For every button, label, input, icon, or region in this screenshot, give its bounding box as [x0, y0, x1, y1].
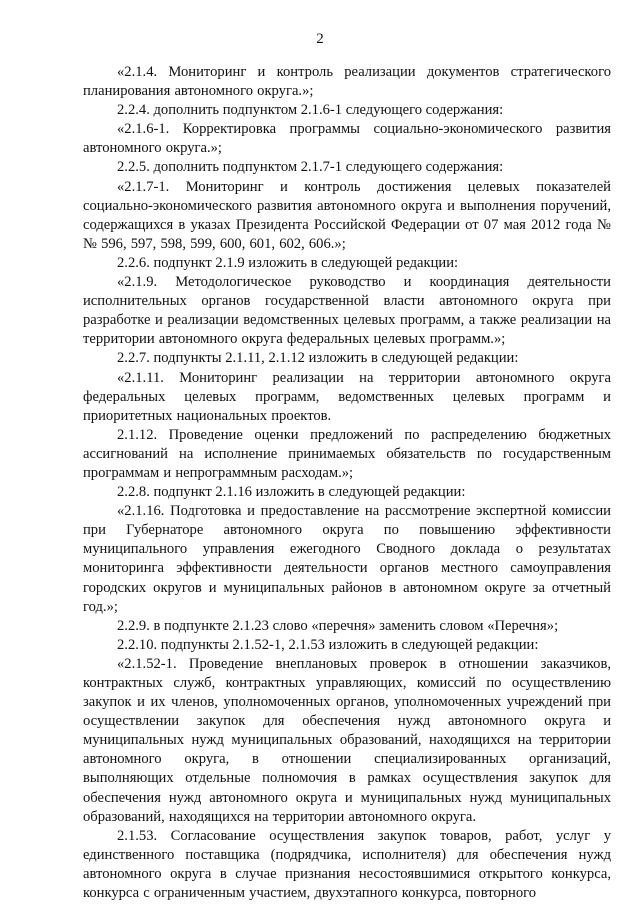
- paragraph-2-1-7-1: «2.1.7-1. Мониторинг и контроль достижения целевых показателей социально-экономического развития автономного округа и выполнения поручений, содержащихся в указах Президента Российской Федерации от 07 мая 2012 года №№ 596, 597, 598, 599, 600, 601, 602, 606.»;: [83, 178, 611, 252]
- paragraph-2-2-7: 2.2.7. подпункты 2.1.11, 2.1.12 изложить в следующей редакции:: [117, 350, 519, 367]
- paragraph-2-1-53: 2.1.53. Согласование осуществления закупок товаров, работ, услуг у единственного поставщика (подрядчика, исполнителя) для обеспечения нужд автономного округа в случае признания несостоявшимися открытого конкурса, конкурса с ограниченным участием, двухэтапного конкурса, повторного: [83, 827, 611, 902]
- paragraph-2-1-12: 2.1.12. Проведение оценки предложений по распределению бюджетных ассигнований на исполнение принимаемых обязательств по государственным программам и непрограммным расходам.»;: [83, 426, 611, 481]
- paragraph-2-1-11: «2.1.11. Мониторинг реализации на территории автономного округа федеральных целевых программ, ведомственных целевых программ и приоритетных национальных проектов.: [83, 369, 611, 424]
- paragraph-2-2-6: 2.2.6. подпункт 2.1.9 изложить в следующей редакции:: [117, 254, 459, 271]
- paragraph-2-1-9: «2.1.9. Методологическое руководство и координация деятельности исполнительных органов государственной власти автономного округа при разработке и реализации ведомственных целевых программ, а также реализации на территории автономного округа федеральных целевых программ.»;: [83, 274, 611, 348]
- document-body: [83, 63, 611, 903]
- page-number: 2: [316, 31, 324, 47]
- paragraph-2-1-4: «2.1.4. Мониторинг и контроль реализации документов стратегического планирования автономного округа.»;: [83, 64, 611, 100]
- paragraph-2-2-4: 2.2.4. дополнить подпунктом 2.1.6-1 следующего содержания:: [117, 102, 504, 119]
- paragraph-2-1-52-1: «2.1.52-1. Проведение внеплановых проверок в отношении заказчиков, контрактных служб, контрактных управляющих, комиссий по осуществлению закупок и их членов, уполномоченных органов, уполномоченных учреждений при осуществлении закупок для обеспечения нужд автономного округа и муниципальных нужд муниципальных образований, находящихся на территории автономного округа, в отношении специализированных организаций, выполняющих отдельные полномочия в рамках осуществления закупок для обеспечения нужд автономного округа и муниципальных нужд муниципальных образований, находящихся на территории автономного округа.: [83, 655, 611, 825]
- paragraph-2-2-9: 2.2.9. в подпункте 2.1.23 слово «перечня» заменить словом «Перечня»;: [117, 617, 559, 634]
- paragraph-2-2-5: 2.2.5. дополнить подпунктом 2.1.7-1 следующего содержания:: [117, 159, 504, 176]
- paragraph-2-2-10: 2.2.10. подпункты 2.1.52-1, 2.1.53 изложить в следующей редакции:: [117, 636, 539, 653]
- paragraph-2-1-6-1: «2.1.6-1. Корректировка программы социально-экономического развития автономного округа.»;: [83, 121, 611, 157]
- paragraph-2-2-8: 2.2.8. подпункт 2.1.16 изложить в следующей редакции:: [117, 484, 466, 501]
- paragraph-2-1-16: «2.1.16. Подготовка и предоставление на рассмотрение экспертной комиссии при Губернаторе автономного округа по повышению эффективности муниципального управления ежегодного Сводного доклада о результатах мониторинга эффективности деятельности органов местного самоуправления городских округов и муниципальных районов в автономном округе за отчетный год.»;: [83, 503, 611, 615]
